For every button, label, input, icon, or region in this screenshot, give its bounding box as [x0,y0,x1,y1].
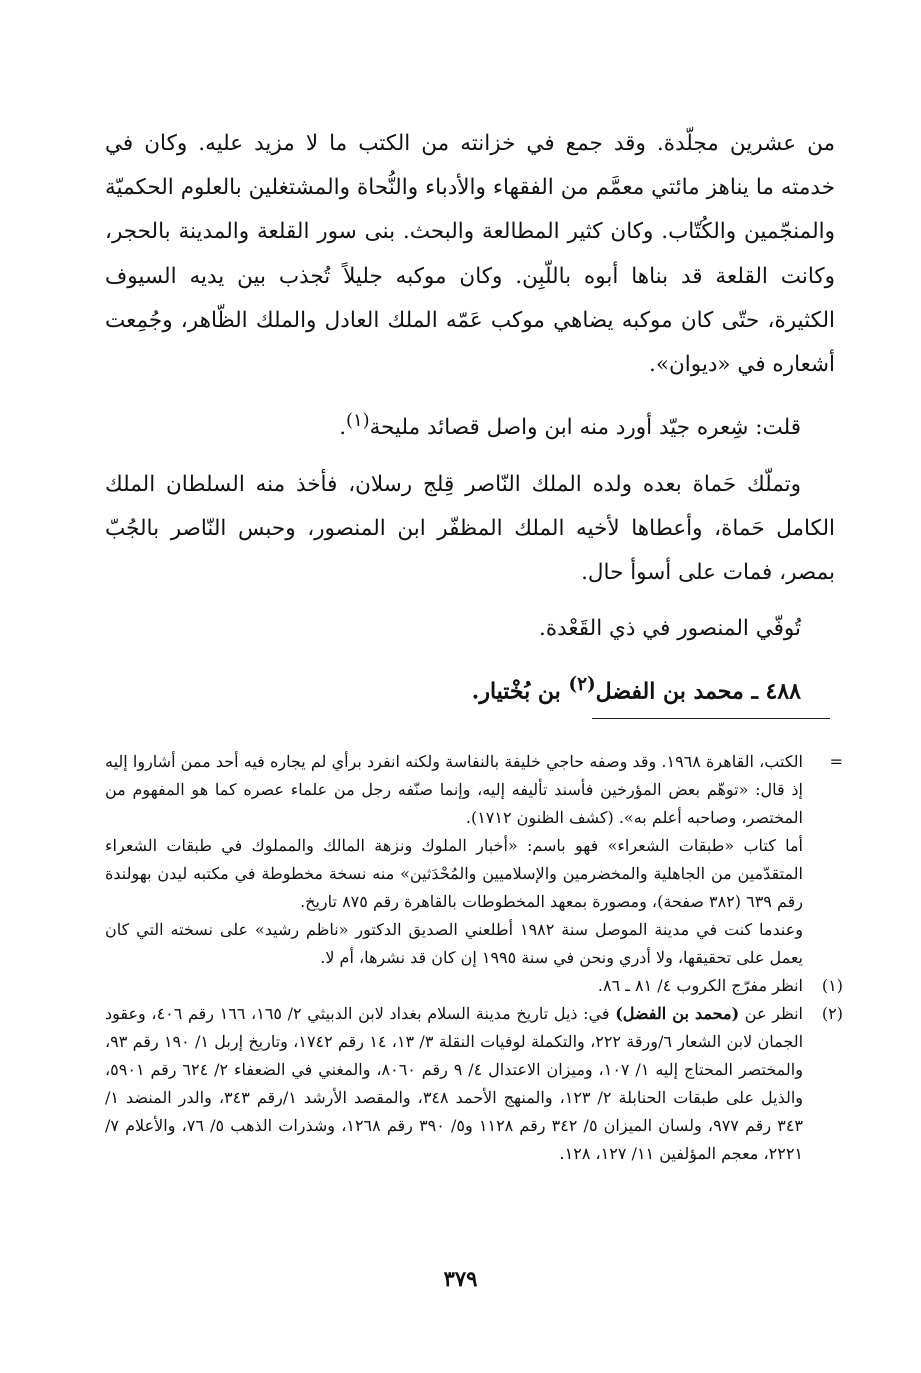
entry-heading [105,663,835,714]
footnote-continuation [105,748,843,972]
footnote-2-text: في: ذيل تاريخ مدينة السلام بغداد لابن الدبيثي ٢/ ١٦٥، ١٦٦ رقم ٤٠٦، وعقود الجمان لابن الشعار ٦/ورقة ٢٢٢، والتكملة لوفيات النقلة ٣/ ١٣، ١٤ رقم ١٧٤٢، وتاريخ إربل ١/ ١٩٠ رقم ٩٣، والمختصر المحتاج إليه ١/ ١٠٧، وميزان الاعتدال ٤/ ٩ رقم ٨٠٦٠، والمغني في الضعفاء ٢/ ٦٢٤ رقم ٥٩٠١، والذيل على طبقات الحنابلة ٢/ ١٢٣، والمنهج الأحمد ٣٤٨، والمقصد الأرشد ١/رقم ٣٤٣، والدر المنضد ١/ ٣٤٣ رقم ٩٧٧، ولسان الميزان ٥/ ٣٤٢ رقم ١١٢٨ و٥/ ٣٩٠ رقم ١٢٦٨، وشذرات الذهب ٥/ ٧٦، والأعلام ٧/ ٢٢٢١، معجم المؤلفين ١١/ ١٢٧، ١٢٨. [105,1004,804,1163]
footnote-2-prefix: انظر عن [739,1004,804,1023]
paragraph-4: تُوفّي المنصور في ذي القَعْدة. [539,616,801,642]
continuation-marker: = [829,752,843,771]
footnote-1-marker: (١) [821,976,843,995]
page-number: ٣٧٩ [443,1266,478,1291]
paragraph-1: من عشرين مجلّدة. وقد جمع في خزانته من الكتب ما لا مزيد عليه. وكان في خدمته ما يناهز مائتي معمَّم من الفقهاء والأدباء والنُّحاة والمشتغلين بالعلوم الحكميّة والمنجّمين والكُتّاب. وكان كثير المطالعة والبحث. بنى سور القلعة والمدينة بالحجر، وكانت القلعة قد بناها أبوه باللّبِن. وكان موكبه جليلاً تُجذب بين يديه السيوف الكثيرة، حتّى كان موكبه يضاهي موكب عَمّه الملك العادل والملك الظّاهر، وجُمِعت أشعاره في «ديوان». [105,131,835,378]
footnote-2-body [105,1000,803,1168]
continuation-paragraph: الكتب، القاهرة ١٩٦٨. وقد وصفه حاجي خليفة بالنفاسة ولكنه انفرد برأي لم يجاره فيه أحد ممن أشاروا إليه إذ قال: «توهّم بعض المؤرخين فأسند تأليفه إليه، وإنما صنّفه رجل من علماء عصره كما هو المفهوم من المختصر، وصاحبه أعلم به». (كشف الظنون ١٧١٢). [105,752,804,827]
paragraph-2-text: قلت: شِعره جيّد أورد منه ابن واصل قصائد مليحة [369,415,801,441]
entry-title-rest: بن بُخْتيار. [471,678,569,705]
main-text [105,122,835,714]
footnote-ref-2: (٢) [568,674,596,696]
footnote-2-paragraph [105,1000,803,1168]
continuation-paragraph: أما كتاب «طبقات الشعراء» فهو باسم: «أخبار الملوك ونزهة المالك والمملوك في طبقات الشعراء المتقدّمين من الجاهلية والمخضرمين والإسلاميين والمُحْدَثين» منه نسخة مخطوطة في مكتبه ليدن بهولندة رقم ٦٣٩ (٣٨٢ صفحة)، ومصورة بمعهد المخطوطات بالقاهرة رقم ٨٧٥ تاريخ. [105,836,803,911]
footnote-2 [105,1000,843,1168]
paragraph-2 [105,399,835,450]
footnote-2-marker: (٢) [821,1004,843,1023]
footnote-1-body [105,972,803,1000]
paragraph-2-end: . [339,415,347,441]
entry-title: ٤٨٨ ـ محمد بن الفضل [595,678,801,705]
footnote-ref-1: (١) [346,410,370,432]
paragraph-3: وتملّك حَماة بعده ولده الملك النّاصر قِلج رسلان، فأخذ منه السلطان الملك الكامل حَماة، وأعطاها لأخيه الملك المظفّر ابن المنصور، وحبس النّاصر بالجُبّ بمصر، فمات على أسوأ حال. [105,471,835,585]
continuation-body [105,748,803,972]
footnote-divider [592,718,830,719]
continuation-paragraph: وعندما كنت في مدينة الموصل سنة ١٩٨٢ أطلعني الصديق الدكتور «ناظم رشيد» على نسخته التي كان يعمل على تحقيقها، ولا أدري ونحن في سنة ١٩٩٥ إن كان قد نشرها، أم لا. [105,920,803,967]
footnote-1 [105,972,843,1000]
footnotes [105,748,843,1168]
footnote-1-text: انظر مفرّج الكروب ٤/ ٨١ ـ ٨٦. [597,976,803,995]
footnote-2-subject: (محمد بن الفضل) [615,1004,740,1023]
